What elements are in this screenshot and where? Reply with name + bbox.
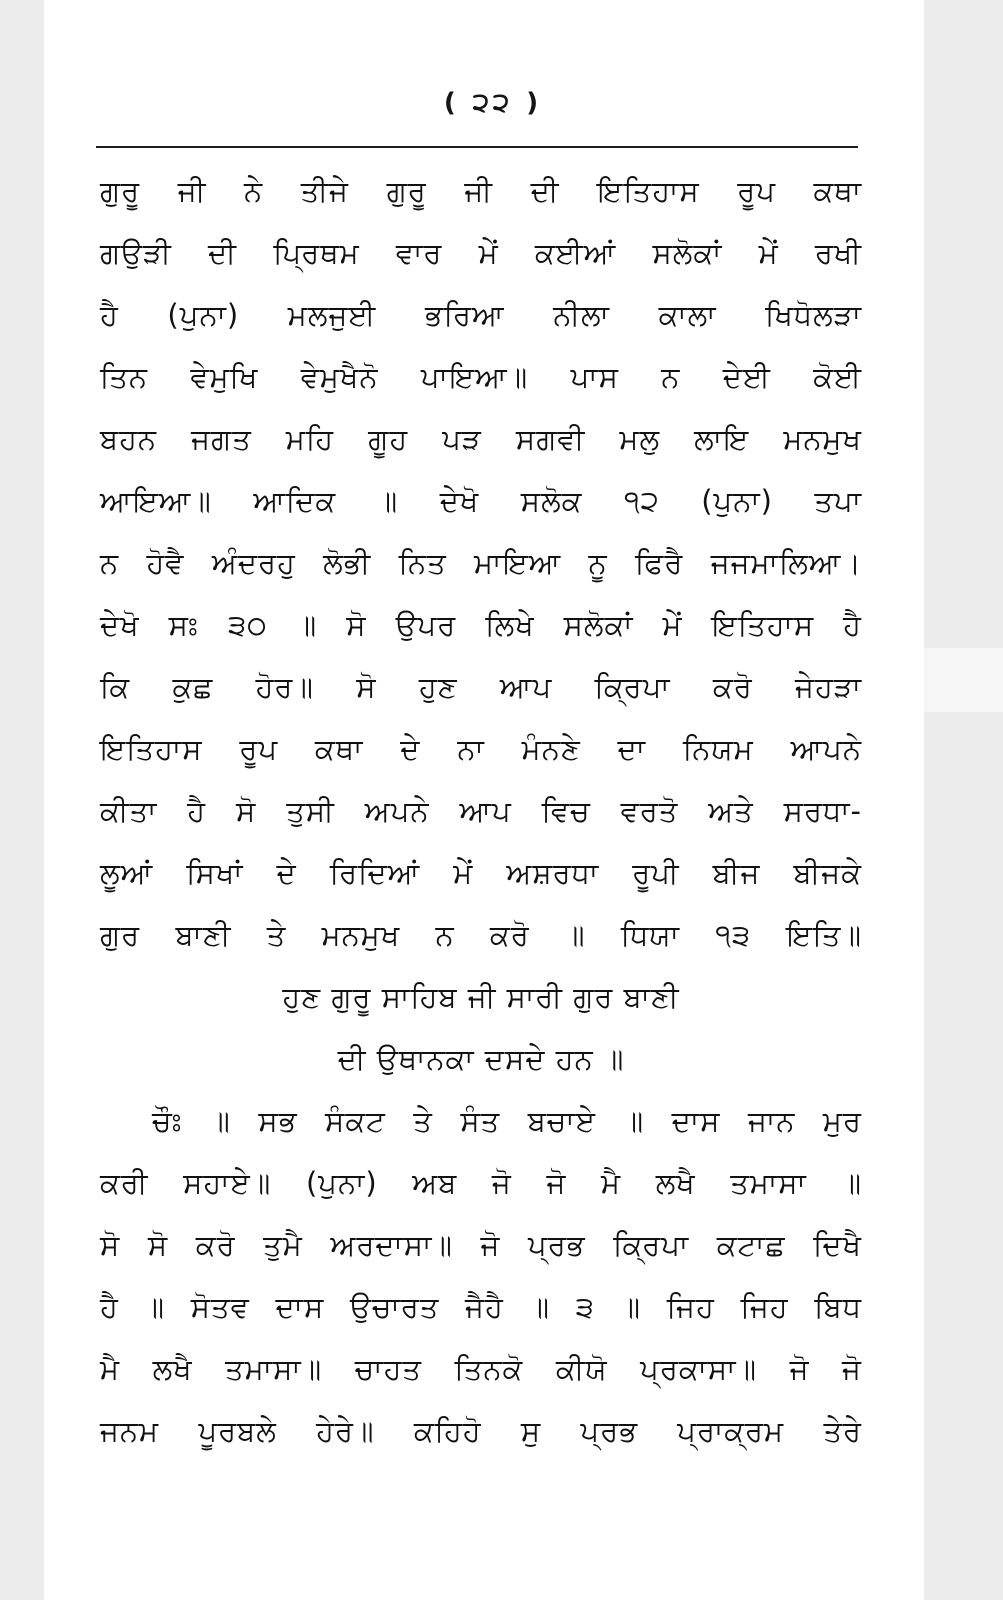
scan-edge-mark bbox=[924, 648, 1003, 712]
section-heading-line: ਹੁਣ ਗੁਰੂ ਸਾਹਿਬ ਜੀ ਸਾਰੀ ਗੁਰ ਬਾਣੀ bbox=[282, 980, 680, 1014]
section-heading-line: ਦੀ ਉਥਾਨਕਾ ਦਸਦੇ ਹਨ ॥ bbox=[337, 1042, 625, 1076]
page-number: ( ੨੨ ) bbox=[443, 88, 543, 118]
text-line: ਹੈ (ਪੁਨਾ) ਮਲਜੁਈ ਭਰਿਆ ਨੀਲਾ ਕਾਲਾ ਖਿਧੋਲੜਾ bbox=[100, 298, 862, 332]
text-line: ਗੁਰ ਬਾਣੀ ਤੇ ਮਨਮੁਖ ਨ ਕਰੋ ॥ ਧਿਯਾ ੧੩ ਇਤਿ॥ bbox=[100, 918, 862, 952]
verse-line: ਮੈ ਲਖੈ ਤਮਾਸਾ॥ ਚਾਹਤ ਤਿਨਕੋ ਕੀਯੋ ਪ੍ਰਕਾਸਾ॥ ਜੋ ਜੋ bbox=[100, 1352, 862, 1386]
header-rule bbox=[96, 146, 858, 148]
text-line: ਆਇਆ॥ ਆਦਿਕ ॥ ਦੇਖੋ ਸਲੋਕ ੧੨ (ਪੁਨਾ) ਤਪਾ bbox=[100, 484, 862, 518]
text-line: ਦੇਖੋ ਸਃ ੩੦ ॥ ਸੋ ਉਪਰ ਲਿਖੇ ਸਲੋਕਾਂ ਮੇਂ ਇਤਿਹਾਸ ਹੈ bbox=[100, 608, 862, 642]
text-line: ਗੁਰੂ ਜੀ ਨੇ ਤੀਜੇ ਗੁਰੂ ਜੀ ਦੀ ਇਤਿਹਾਸ ਰੂਪ ਕਥਾ bbox=[100, 174, 862, 208]
text-line: ਇਤਿਹਾਸ ਰੂਪ ਕਥਾ ਦੇ ਨਾ ਮੰਨਣੇ ਦਾ ਨਿਯਮ ਆਪਨੇ bbox=[100, 732, 862, 766]
text-line: ਤਿਨ ਵੇਮੁਖਿ ਵੇਮੁਖੈਨੋ ਪਾਇਆ॥ ਪਾਸ ਨ ਦੇਈ ਕੋਈ bbox=[100, 360, 862, 394]
text-line: ਗਉੜੀ ਦੀ ਪ੍ਰਿਥਮ ਵਾਰ ਮੇਂ ਕਈਆਂ ਸਲੋਕਾਂ ਮੇਂ ਰਖੀ bbox=[100, 236, 862, 270]
body-text bbox=[100, 160, 862, 1462]
text-line: ਕੀਤਾ ਹੈ ਸੋ ਤੁਸੀ ਅਪਨੇ ਆਪ ਵਿਚ ਵਰਤੋ ਅਤੇ ਸਰਧਾ- bbox=[100, 794, 862, 828]
verse-line: ਹੈ ॥ ਸੋਤਵ ਦਾਸ ਉਚਾਰਤ ਜੈਹੈ ॥ ੩ ॥ ਜਿਹ ਜਿਹ ਬਿਧ bbox=[100, 1290, 862, 1324]
verse-line: ਸੋ ਸੋ ਕਰੋ ਤੁਮੈ ਅਰਦਾਸਾ॥ ਜੋ ਪ੍ਰਭ ਕ੍ਰਿਪਾ ਕਟਾਛ ਦਿਖੈ bbox=[100, 1228, 862, 1262]
verse-line: ਜਨਮ ਪੂਰਬਲੇ ਹੇਰੇ॥ ਕਹਿਹੋ ਸੁ ਪ੍ਰਭ ਪ੍ਰਾਕ੍ਰਮ ਤੇਰੇ bbox=[100, 1414, 862, 1448]
verse-line: ਚੌਃ ॥ ਸਭ ਸੰਕਟ ਤੇ ਸੰਤ ਬਚਾਏ ॥ ਦਾਸ ਜਾਨ ਮੁਰ bbox=[152, 1104, 862, 1138]
text-line: ਕਿ ਕੁਛ ਹੋਰ॥ ਸੋ ਹੁਣ ਆਪ ਕ੍ਰਿਪਾ ਕਰੋ ਜੇਹੜਾ bbox=[100, 670, 862, 704]
text-line: ਲੂਆਂ ਸਿਖਾਂ ਦੇ ਰਿਦਿਆਂ ਮੇਂ ਅਸ਼ਰਧਾ ਰੂਪੀ ਬੀਜ ਬੀਜਕੇ bbox=[100, 856, 862, 890]
text-line: ਨ ਹੋਵੈ ਅੰਦਰਹੁ ਲੋਭੀ ਨਿਤ ਮਾਇਆ ਨੂ ਫਿਰੈ ਜਜਮਾਲਿਆ। bbox=[100, 546, 862, 580]
text-line: ਬਹਨ ਜਗਤ ਮਹਿ ਗੂਹ ਪੜ ਸਗਵੀ ਮਲੁ ਲਾਇ ਮਨਮੁਖ bbox=[100, 422, 862, 456]
verse-line: ਕਰੀ ਸਹਾਏ॥ (ਪੁਨਾ) ਅਬ ਜੋ ਜੋ ਮੈ ਲਖੈ ਤਮਾਸਾ ॥ bbox=[100, 1166, 862, 1200]
